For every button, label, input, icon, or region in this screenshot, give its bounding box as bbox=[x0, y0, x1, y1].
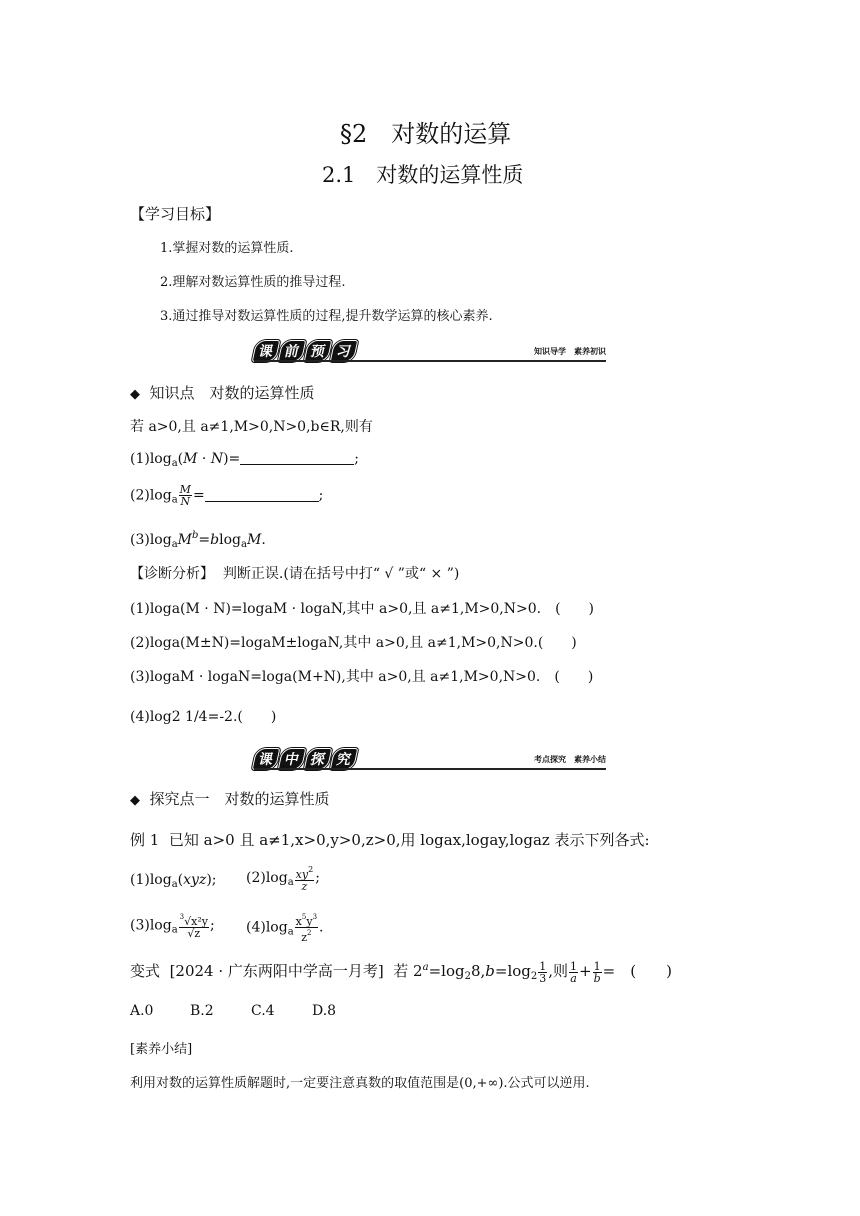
knowledge-heading bbox=[130, 382, 315, 403]
example-label: 例 1 bbox=[130, 831, 160, 849]
knowledge-premise: 若 a>0,且 a≠1,M>0,N>0,b∈R,则有 bbox=[130, 419, 373, 435]
example-part-3: $(3)\log_a$ $\frac{^3√x^2y}{√z}$ ; bbox=[130, 913, 215, 940]
diagnosis-item-1: (1)loga(M · N)=logaM · logaN,其中 a>0,且 a≠1,M>0,N>0. ( ) bbox=[130, 601, 595, 617]
example-part-4: $(4)\log_a$ $\frac{x^5y^3}{z^2}$ . bbox=[246, 913, 324, 944]
variant-source: [2024 · 广东两阳中学高一月考] bbox=[169, 962, 384, 980]
diamond-icon: ◆ bbox=[130, 387, 140, 402]
banner-char: 前 bbox=[278, 340, 307, 362]
banner-char: 预 bbox=[304, 340, 333, 362]
section-banner-preview bbox=[254, 340, 606, 364]
example-part-1: $(1)\log_a(xyz)$; bbox=[130, 872, 217, 890]
banner-char: 究 bbox=[330, 748, 359, 770]
banner-char: 探 bbox=[304, 748, 333, 770]
answer-blank-1[interactable] bbox=[240, 450, 354, 465]
option-b: B.2 bbox=[190, 1003, 214, 1019]
example-part-2: $(2)\log_a$ $\frac{xy^2}{z}$ ; bbox=[246, 865, 320, 893]
answer-blank-2[interactable] bbox=[205, 487, 319, 502]
option-d: D.8 bbox=[312, 1003, 337, 1019]
variant-problem: 变式 [2024 · 广东两阳中学高一月考] 若 $2^a=\log_28,b=\log_2$ $\frac{1}{3}$ ,则 $\frac{1}{a}$ + $\frac{1}{b}$ = ( ) bbox=[130, 959, 672, 985]
diagnosis-item-3: (3)logaM · logaN=loga(M+N),其中 a>0,且 a≠1,M>0,N>0. ( ) bbox=[130, 669, 594, 685]
diamond-icon: ◆ bbox=[130, 793, 140, 808]
diagnosis-heading: 【诊断分析】 bbox=[130, 566, 214, 582]
diagnosis-header bbox=[130, 563, 459, 583]
summary-heading: [素养小结] bbox=[130, 1042, 193, 1057]
page-title: §2 对数的运算 bbox=[340, 120, 512, 148]
section-subtitle: 2.1 对数的运算性质 bbox=[322, 163, 524, 187]
formula-product: $(1)\log_a(M \cdot N)=$ ; bbox=[130, 451, 360, 469]
banner-char: 中 bbox=[278, 748, 307, 770]
banner-char: 课 bbox=[252, 748, 281, 770]
banner-char: 习 bbox=[330, 340, 359, 362]
banner-rule bbox=[254, 768, 606, 770]
explore-heading bbox=[130, 788, 330, 809]
objective-item-2: 2.理解对数运算性质的推导过程. bbox=[160, 275, 346, 290]
banner-rule bbox=[254, 360, 606, 362]
option-c: C.4 bbox=[251, 1003, 275, 1019]
summary-text: 利用对数的运算性质解题时,一定要注意真数的取值范围是(0,+∞).公式可以逆用. bbox=[130, 1076, 590, 1091]
objective-item-3: 3.通过推导对数运算性质的过程,提升数学运算的核心素养. bbox=[160, 309, 493, 324]
explore-heading-text: 探究点一 对数的运算性质 bbox=[149, 790, 330, 808]
option-a: A.0 bbox=[130, 1003, 154, 1019]
objectives-heading: 【学习目标】 bbox=[130, 205, 221, 223]
diagnosis-item-2: (2)loga(M±N)=logaM±logaN,其中 a>0,且 a≠1,M>0,N>0.( ) bbox=[130, 635, 577, 651]
banner-tag: 知识导学 素养初识 bbox=[534, 347, 606, 356]
knowledge-heading-text: 知识点 对数的运算性质 bbox=[149, 384, 315, 402]
example-1 bbox=[130, 829, 650, 850]
diagnosis-item-4: (4)log2 1/4=-2.( ) bbox=[130, 709, 277, 725]
example-text: 已知 a>0 且 a≠1,x>0,y>0,z>0,用 logax,logay,logaz 表示下列各式: bbox=[168, 831, 650, 849]
objective-item-1: 1.掌握对数的运算性质. bbox=[160, 241, 294, 256]
banner-char: 课 bbox=[252, 340, 281, 362]
formula-quotient: $(2)\log_a$ $\frac{M}{N}$ = ; bbox=[130, 483, 324, 508]
section-banner-explore bbox=[254, 748, 606, 772]
diagnosis-instruction: 判断正误.(请在括号中打“ √ ”或“ × ”) bbox=[222, 566, 460, 582]
formula-power: $(3)\log_aM^b=blog_aM$. bbox=[130, 530, 266, 550]
banner-tag: 考点探究 素养小结 bbox=[534, 755, 606, 764]
variant-label: 变式 bbox=[130, 962, 161, 980]
